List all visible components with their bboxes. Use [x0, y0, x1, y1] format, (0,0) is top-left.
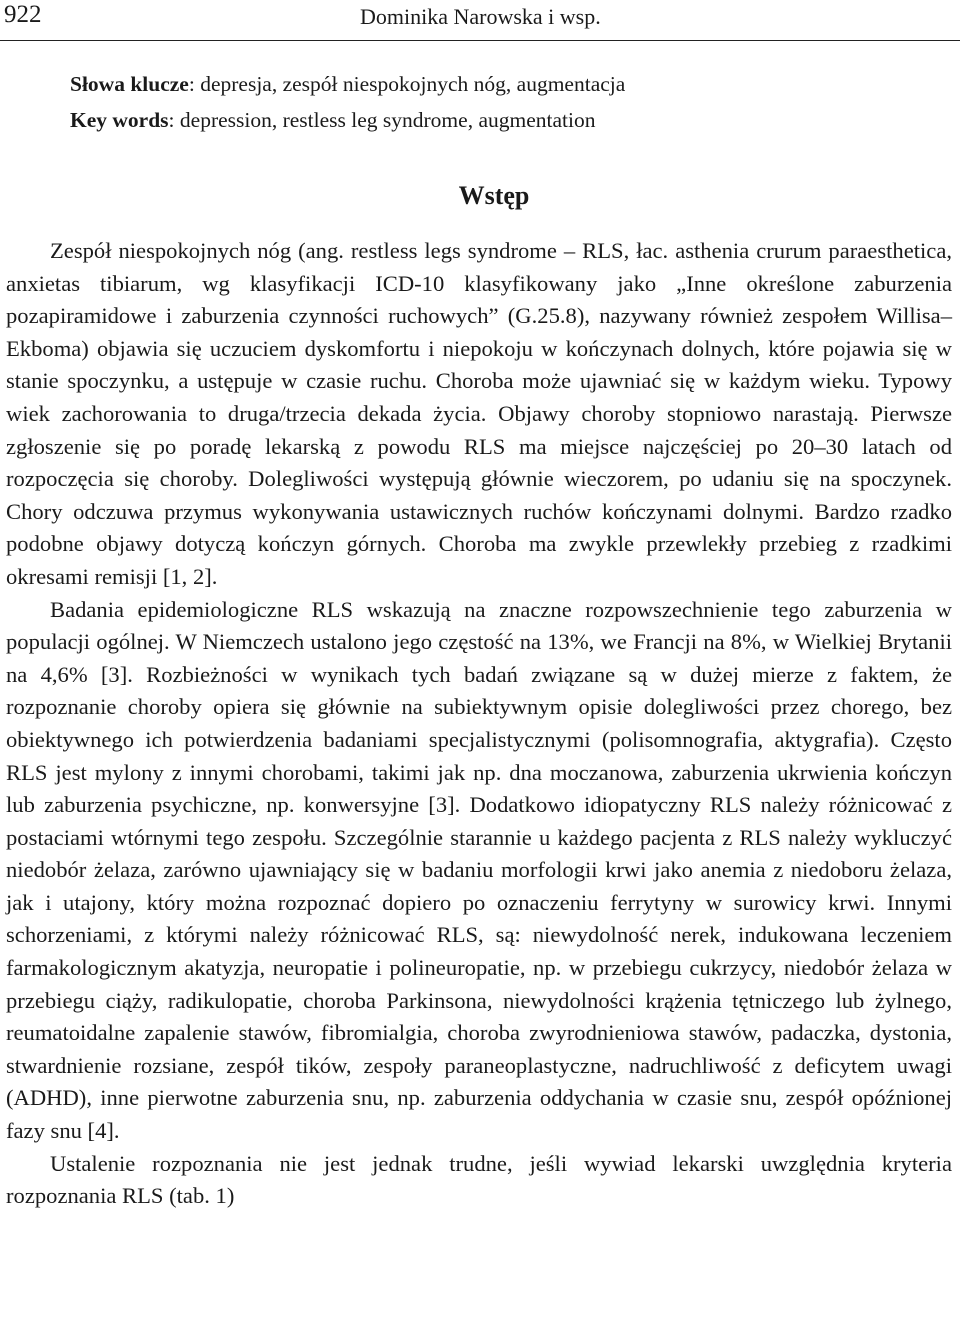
keywords-en-label: Key words — [70, 108, 169, 132]
paragraph-epidemiology: Badania epidemiologiczne RLS wskazują na znaczne rozpowszechnienie tego zaburzenia w populacji ogólnej. W Niemczech ustalono jego częstość na 13%, we Francji na 8%, w Wielkiej Brytanii na 4,6% [3]. Rozbieżności w wynikach tych badań związane są w dużej mierze z faktem, że rozpoznanie choroby opiera się głównie na subiektywnym opisie dolegliwości przez chorego, bez obiektywnego ich potwierdzenia badaniami specjalistycznymi (polisomnografia, aktygrafia). Często RLS jest mylony z innymi chorobami, takimi jak np. dna moczanowa, zaburzenia ukrwienia kończyn lub zaburzenia psychiczne, np. konwersyjne [3]. Dodatkowo idiopatyczny RLS należy różnicować z postaciami wtórnymi tego zespołu. Szczególnie starannie u każdego pacjenta z RLS należy wykluczyć niedobór żelaza, zarówno ujawniający się w badaniu morfologii krwi jako anemia z niedoboru żelaza, jak i utajony, który można rozpoznać dopiero po oznaczeniu ferrytyny w surowicy krwi. Innymi schorzeniami, z którymi należy różnicować RLS, są: niewydolność nerek, indukowana leczeniem farmakologicznym akatyzja, neuropatie i polineuropatie, np. w przebiegu cukrzycy, niedobór żelaza w przebiegu ciąży, radikulopatie, choroba Parkinsona, niewydolności krążenia tętniczego lub żylnego, reumatoidalne zapalenie stawów, fibromialgia, choroba zwyrodnieniowa stawów, padaczka, dystonia, stwardnienie rozsiane, zespół tików, zespoły paraneoplastyczne, nadruchliwość z deficytem uwagi (ADHD), inne pierwotne zaburzenia snu, np. zaburzenia oddychania w czasie snu, zespół opóźnionej fazy snu [4]. — [6, 596, 952, 1144]
header-rule — [0, 40, 960, 41]
body-text — [6, 235, 952, 1213]
keywords-pl — [70, 66, 950, 102]
page-number: 922 — [4, 1, 42, 28]
section-title: Wstęp — [458, 181, 530, 210]
keywords-en-text: : depression, restless leg syndrome, augmentation — [168, 108, 596, 132]
running-head: Dominika Narowska i wsp. — [360, 4, 601, 29]
paragraph-intro: Zespół niespokojnych nóg (ang. restless legs syndrome – RLS, łac. asthenia crurum paraesthetica, anxietas tibiarum, wg klasyfikacji ICD-10 klasyfikowany jako „Inne określone zaburzenia pozapiramidowe i zaburzenia czynności ruchowych” (G.25.8), nazywany również zespołem Willisa–Ekboma) objawia się uczuciem dyskomfortu i niepokoju w kończynach dolnych, które pojawia się w stanie spoczynku, a ustępuje w czasie ruchu. Choroba może ujawniać się w każdym wieku. Typowy wiek zachorowania to druga/trzecia dekada życia. Objawy choroby stopniowo narastają. Pierwsze zgłoszenie się po poradę lekarską z powodu RLS ma miejsce najczęściej po 20–30 latach od rozpoczęcia się choroby. Dolegliwości występują głównie wieczorem, po udaniu się na spoczynek. Chory odczuwa przymus wykonywania ustawicznych ruchów kończynami dolnymi. Bardzo rzadko podobne objawy dotyczą kończyn górnych. Choroba ma zwykle przewlekły przebieg z rzadkimi okresami remisji [1, 2]. — [6, 238, 952, 589]
keywords-pl-text: : depresja, zespół niespokojnych nóg, augmentacja — [188, 72, 626, 96]
page-header — [0, 0, 960, 40]
keywords-pl-label: Słowa klucze — [70, 72, 189, 96]
keywords-block — [70, 66, 950, 138]
paragraph-diagnosis: Ustalenie rozpoznania nie jest jednak trudne, jeśli wywiad lekarski uwzględnia kryteria rozpoznania RLS (tab. 1) — [6, 1150, 952, 1209]
keywords-en — [70, 102, 950, 138]
